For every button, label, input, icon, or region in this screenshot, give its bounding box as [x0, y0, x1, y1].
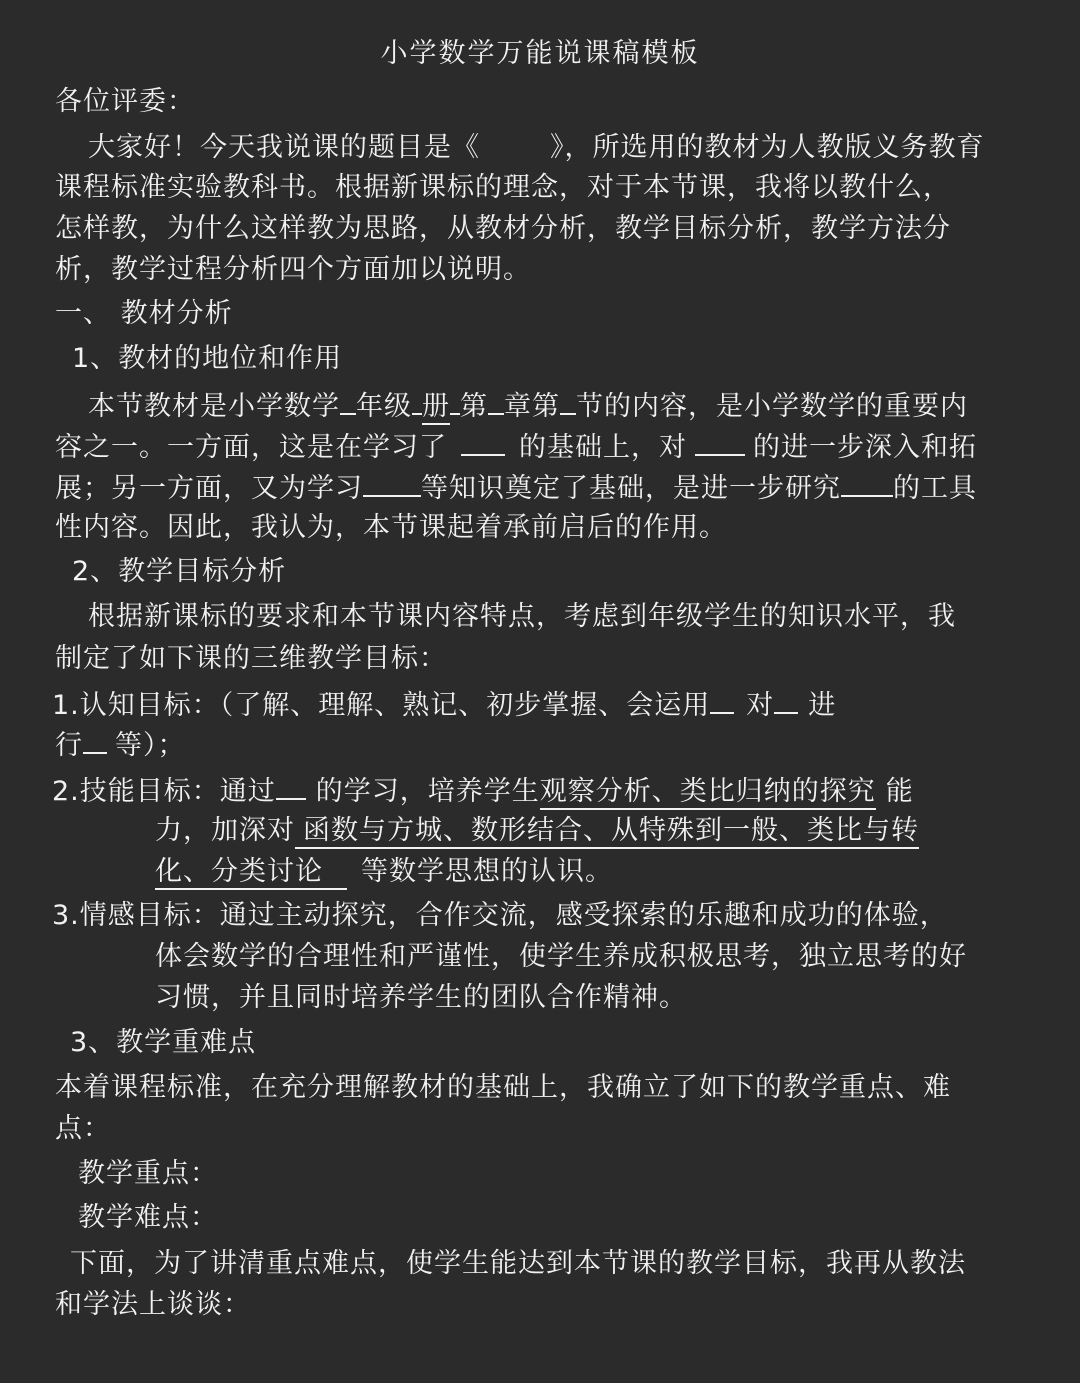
p1-line-4: 性内容。因此，我认为，本节课起着承前启后的作用。	[55, 512, 727, 543]
intro-text: 大家好！今天我说课的题目是《	[88, 132, 480, 163]
p1-underlined: 册	[422, 391, 450, 425]
subsection-heading: 1、教材的地位和作用	[72, 343, 343, 374]
p3-line-2: 点：	[55, 1113, 111, 1144]
goal-text: 等数学思想的认识。	[361, 856, 613, 887]
key-point: 教学重点：	[78, 1158, 218, 1189]
fill-blank	[83, 724, 107, 754]
fill-blank	[695, 426, 745, 456]
intro-line-2: 课程标准实验教科书。根据新课标的理念，对于本节课，我将以教什么，	[55, 172, 951, 203]
difficult-point: 教学难点：	[78, 1202, 218, 1233]
p1-text: 的进一步深入和拓	[753, 432, 977, 463]
intro-line-4: 析，教学过程分析四个方面加以说明。	[55, 254, 531, 285]
p1-text: 章第	[504, 391, 560, 422]
fill-blank	[276, 770, 306, 800]
p4-line-1: 下面，为了讲清重点难点，使学生能达到本节课的教学目标，我再从教法	[70, 1248, 966, 1279]
goal-underlined: 函数与方城、数形结合、从特殊到一般、类比与转	[295, 815, 919, 849]
goal1-line-1	[52, 684, 836, 726]
goal2-line-1	[52, 770, 914, 812]
goal1-line-2	[55, 724, 186, 766]
subsection-heading: 3、教学重难点	[70, 1027, 257, 1058]
intro-line-3: 怎样教，为什么这样教为思路，从教材分析，教学目标分析，教学方法分	[55, 213, 951, 244]
p1-text: 容之一。一方面，这是在学习了	[55, 432, 447, 463]
p1-text: 年级	[356, 391, 412, 422]
goal3-line-1: 3.情感目标：通过主动探究，合作交流，感受探索的乐趣和成功的体验，	[52, 900, 948, 931]
intro-line-1	[88, 128, 985, 168]
p1-text: 本节教材是小学数学	[88, 391, 340, 422]
fill-blank	[450, 385, 460, 415]
goal-text: 的学习，培养学生	[315, 776, 540, 807]
p2-line-1: 根据新课标的要求和本节课内容特点，考虑到年级学生的知识水平，我	[88, 601, 956, 632]
fill-blank	[774, 684, 798, 714]
p1-text: 的工具	[893, 473, 977, 504]
goal-text: 对	[746, 690, 775, 721]
fill-blank	[560, 385, 576, 415]
intro-text: 》，所选用的教材为人教版义务教育	[550, 132, 985, 163]
goal-text: 力，加深对	[155, 815, 295, 846]
goal2-line-2	[155, 811, 919, 851]
goal-underlined: 化、分类讨论	[155, 856, 347, 890]
p1-text: 节的内容，是小学数学的重要内	[576, 391, 968, 422]
goal-text: 行	[55, 730, 83, 761]
fill-blank	[340, 385, 356, 415]
fill-blank	[841, 467, 893, 497]
goal-text: 进	[808, 690, 837, 721]
goal-text: 等）；	[115, 730, 186, 761]
p1-line-3	[55, 467, 977, 509]
fill-blank	[412, 385, 422, 415]
section-heading: 一、 教材分析	[55, 298, 233, 329]
goal-text: 2.技能目标：通过	[52, 776, 276, 807]
goal2-line-3	[155, 852, 613, 892]
p1-text: 等知识奠定了基础，是进一步研究	[421, 473, 841, 504]
goal3-line-3: 习惯，并且同时培养学生的团队合作精神。	[155, 982, 687, 1013]
fill-blank	[363, 467, 421, 497]
p1-text: 的基础上，对	[519, 432, 687, 463]
goal3-line-2: 体会数学的合理性和严谨性，使学生养成积极思考，独立思考的好	[155, 941, 967, 972]
goal-text: 1.认知目标：（了解、理解、熟记、初步掌握、会运用	[52, 690, 711, 721]
p1-line-1	[88, 385, 968, 427]
fill-blank	[488, 385, 504, 415]
p1-text: 展；另一方面，又为学习	[55, 473, 363, 504]
doc-title: 小学数学万能说课稿模板	[380, 38, 700, 69]
fill-blank	[710, 684, 734, 714]
greeting: 各位评委：	[55, 86, 195, 117]
goal-underlined: 观察分析、类比归纳的探究	[540, 776, 876, 810]
p3-line-1: 本着课程标准，在充分理解教材的基础上，我确立了如下的教学重点、难	[55, 1072, 951, 1103]
p4-line-2: 和学法上谈谈：	[55, 1289, 251, 1320]
goal-text: 能	[885, 776, 914, 807]
fill-blank	[461, 426, 505, 456]
p2-line-2: 制定了如下课的三维教学目标：	[55, 643, 447, 674]
p1-line-2	[55, 426, 977, 468]
subsection-heading: 2、教学目标分析	[72, 556, 287, 587]
p1-text: 第	[460, 391, 488, 422]
